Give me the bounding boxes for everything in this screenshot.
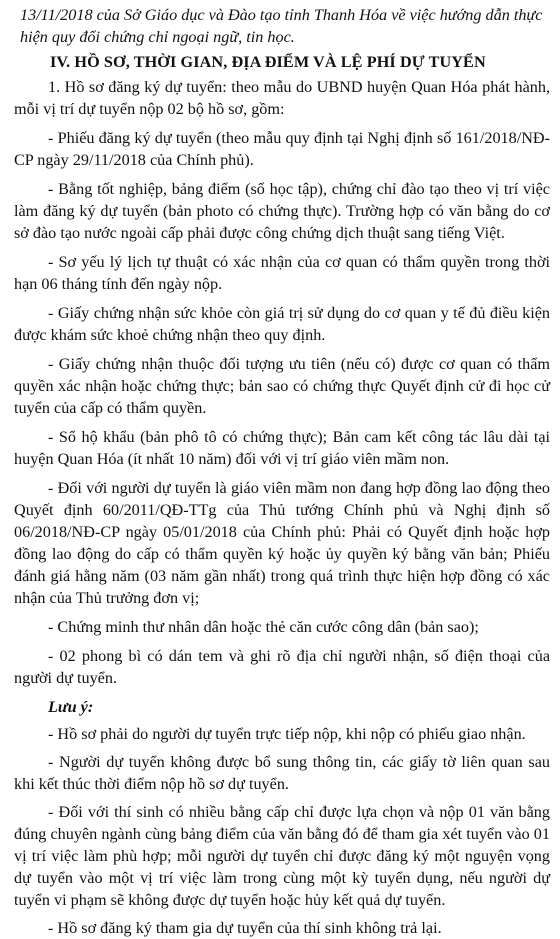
note-item: - Hồ sơ đăng ký tham gia dự tuyển của thí sinh không trả lại. [48,919,442,937]
note-item: - Đối với thí sinh có nhiều bằng cấp chỉ được lựa chọn và nộp 01 văn bằng đúng chuyên ngành cùng bảng điểm của văn bằng đó để tham gia xét tuyển vào 01 vị trí việc làm phù hợp; mỗi người dự tuyển chỉ được đăng ký một nguyện vọng dự tuyển vào một vị trí việc làm trong cùng một kỳ tuyển dụng, nếu người dự tuyển vi phạm sẽ không được dự tuyển hoặc hủy kết quả dự tuyển. [14,803,550,909]
paragraph: - Sổ hộ khẩu (bản phô tô có chứng thực); Bản cam kết công tác lâu dài tại huyện Quan Hóa (ít nhất 10 năm) đối với vị trí giáo viên mầm non. [14,428,550,468]
paragraph: - Giấy chứng nhận sức khỏe còn giá trị sử dụng do cơ quan y tế đủ điều kiện được khám sức khoẻ chứng nhận theo quy định. [14,304,550,344]
paragraph: - Phiếu đăng ký dự tuyển (theo mẫu quy định tại Nghị định số 161/2018/NĐ-CP ngày 29/11/2018 của Chính phủ). [14,129,550,169]
note-label: Lưu ý: [48,698,94,716]
paragraph: - Bằng tốt nghiệp, bảng điểm (sổ học tập), chứng chỉ đào tạo theo vị trí việc làm đăng ký dự tuyển (bản photo có chứng thực). Trường hợp có văn bằng do cơ sở đào tạo nước ngoài cấp phải được công chứng dịch thuật sang tiếng Việt. [14,180,550,242]
paragraph: - Giấy chứng nhận thuộc đối tượng ưu tiên (nếu có) được cơ quan có thẩm quyền xác nhận hoặc chứng thực; bản sao có chứng thực Quyết định cử đi học cử tuyển của cấp có thẩm quyền. [14,355,550,417]
section-heading: IV. HỒ SƠ, THỜI GIAN, ĐỊA ĐIỂM VÀ LỆ PHÍ DỰ TUYỂN [50,53,486,71]
paragraph: 1. Hồ sơ đăng ký dự tuyển: theo mẫu do UBND huyện Quan Hóa phát hành, mỗi vị trí dự tuyển nộp 02 bộ hồ sơ, gồm: [14,78,550,118]
paragraph: - Đối với người dự tuyển là giáo viên mầm non đang hợp đồng lao động theo Quyết định 60/2011/QĐ-TTg của Thủ tướng Chính phủ và Nghị định số 06/2018/NĐ-CP ngày 05/01/2018 của Chính phủ: Phải có Quyết định hoặc hợp đồng lao động do cấp có thẩm quyền ký hoặc ủy quyền ký bằng văn bản; Phiếu đánh giá hằng năm (03 năm gần nhất) trong quá trình thực hiện hợp đồng có xác nhận của Thủ trưởng đơn vị; [14,479,550,607]
paragraph: - 02 phong bì có dán tem và ghi rõ địa chỉ người nhận, số điện thoại của người dự tuyển. [14,647,550,687]
paragraph: - Chứng minh thư nhân dân hoặc thẻ căn cước công dân (bản sao); [48,618,479,636]
paragraph: - Sơ yếu lý lịch tự thuật có xác nhận của cơ quan có thẩm quyền trong thời hạn 06 tháng tính đến ngày nộp. [14,253,550,293]
note-item: - Hồ sơ phải do người dự tuyển trực tiếp nộp, khi nộp có phiếu giao nhận. [48,725,526,743]
note-item: - Người dự tuyển không được bổ sung thông tin, các giấy tờ liên quan sau khi kết thúc thời điểm nộp hồ sơ dự tuyển. [14,753,550,793]
intro-line: hiện quy đổi chứng chỉ ngoại ngữ, tin học. [20,28,295,46]
intro-line: 13/11/2018 của Sở Giáo dục và Đào tạo tỉnh Thanh Hóa về việc hướng dẫn thực [20,6,543,24]
